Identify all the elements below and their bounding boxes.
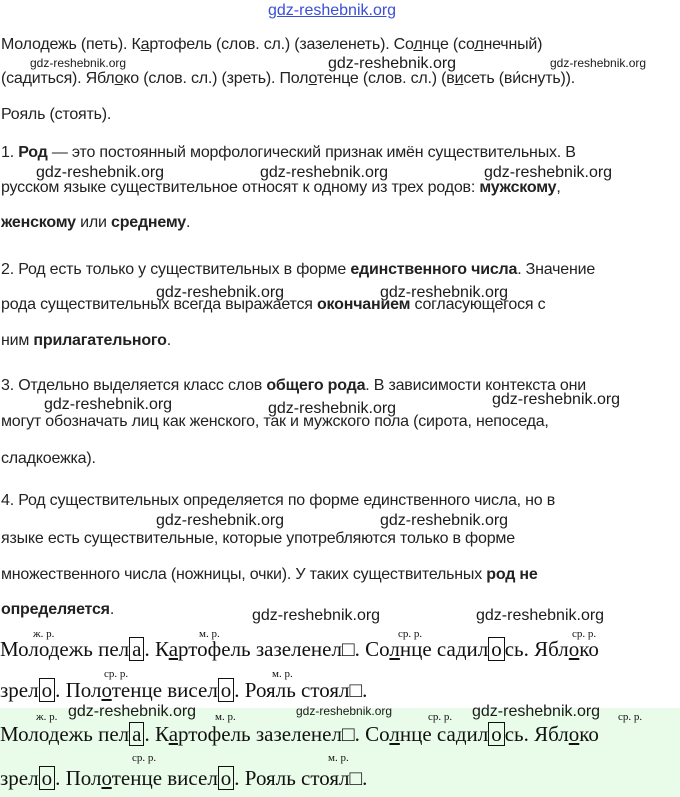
label-neuter: ср. р. xyxy=(618,711,643,723)
p4-line-3 xyxy=(1,566,538,584)
text: . xyxy=(362,678,368,702)
text: зрел xyxy=(0,766,39,790)
text: нце садил xyxy=(399,722,489,746)
text: согласующегося с xyxy=(410,296,546,313)
underlined: о xyxy=(101,678,112,702)
watermark-top[interactable]: gdz-reshebnik.org xyxy=(268,2,397,19)
term: род не xyxy=(486,566,538,583)
text: сеть (в xyxy=(463,70,513,87)
ending-box: о xyxy=(39,766,56,790)
watermark: gdz-reshebnik.org xyxy=(156,284,285,301)
term: Род xyxy=(18,144,48,161)
ending-box: о xyxy=(218,766,235,790)
answer-line-2-highlighted xyxy=(0,766,367,791)
term: прилагательного xyxy=(33,332,167,349)
text: 1. xyxy=(1,144,19,161)
answer-line-1 xyxy=(0,637,599,662)
text: ртофель зазеленел xyxy=(178,637,342,661)
text: . Со xyxy=(354,637,390,661)
label-masculine: м. р. xyxy=(215,711,236,723)
ending-box: о xyxy=(488,722,505,746)
text: , xyxy=(556,179,561,196)
ending-box: о xyxy=(488,637,505,661)
text: 2. Род есть только у существительных в форме xyxy=(1,261,351,278)
intro-line-3: Рояль (стоять). xyxy=(1,106,112,123)
watermark: gdz-reshebnik.org xyxy=(380,284,509,301)
text: . Пол xyxy=(55,678,102,702)
text: или xyxy=(75,214,111,231)
watermark: gdz-reshebnik.org xyxy=(268,400,397,417)
text: сь. Ябл xyxy=(504,722,569,746)
zero-ending: □ xyxy=(349,766,363,790)
text: ним xyxy=(1,332,34,349)
text: . К xyxy=(144,722,169,746)
underlined: о xyxy=(568,637,580,661)
text: . xyxy=(186,214,191,231)
watermark: gdz-reshebnik.org xyxy=(156,512,285,529)
text: . xyxy=(362,766,368,790)
label-neuter: ср. р. xyxy=(132,752,157,764)
label-neuter: ср. р. xyxy=(428,711,453,723)
ending-box: о xyxy=(218,678,235,702)
text: Молодежь (петь). К xyxy=(1,36,141,53)
watermark: gdz-reshebnik.org xyxy=(30,56,127,70)
text: нечный) xyxy=(483,36,543,53)
text: зрел xyxy=(0,678,39,702)
p4-line-2: языке есть существительные, которые употребляются только в форме xyxy=(1,530,515,547)
text: тенце висел xyxy=(111,678,218,702)
text: нце садил xyxy=(399,637,489,661)
accented-letter: и́ xyxy=(512,70,521,87)
underlined: л xyxy=(413,36,423,53)
watermark: gdz-reshebnik.org xyxy=(328,55,457,72)
underlined: л xyxy=(474,36,484,53)
underlined: а xyxy=(140,36,150,53)
watermark: gdz-reshebnik.org xyxy=(68,703,197,720)
text: множественного числа (ножницы, очки). У таких существительных xyxy=(1,566,487,583)
term: среднему xyxy=(111,214,187,231)
zero-ending: □ xyxy=(349,678,363,702)
p3-line-2: могут обозначать лиц как женского, так и мужского пола (сирота, непоседа, xyxy=(1,413,549,430)
text: . Со xyxy=(354,722,390,746)
text: . Рояль стоял xyxy=(234,766,350,790)
text: . Пол xyxy=(55,766,102,790)
text: нце (со xyxy=(422,36,475,53)
underlined: а xyxy=(168,722,179,746)
term: единственного числа xyxy=(350,261,518,278)
intro-line-2 xyxy=(1,70,575,88)
answer-line-1-highlighted xyxy=(0,722,599,747)
label-masculine: м. р. xyxy=(328,752,349,764)
text: Молодежь пел xyxy=(0,722,130,746)
p1-line-1 xyxy=(1,144,576,162)
text: . Значение xyxy=(517,261,596,278)
text: . Рояль стоял xyxy=(234,678,350,702)
text: рода существительных всегда выражается xyxy=(1,296,317,313)
p4-line-1: 4. Род существительных определяется по форме единственного числа, но в xyxy=(1,492,556,509)
term: мужскому xyxy=(479,179,557,196)
term: определяется xyxy=(1,601,110,618)
text: ртофель (слов. сл.) (зазеленеть). Со xyxy=(149,36,414,53)
label-neuter: ср. р. xyxy=(398,628,423,640)
text: ко xyxy=(579,722,599,746)
p4-line-4 xyxy=(1,601,114,619)
text: (садиться). Ябл xyxy=(1,70,115,87)
term: женскому xyxy=(1,214,76,231)
watermark: gdz-reshebnik.org xyxy=(492,391,621,408)
underlined: о xyxy=(568,722,580,746)
ending-box: а xyxy=(129,637,144,661)
text: . В зависимости контекста они xyxy=(365,377,586,394)
p1-line-3 xyxy=(1,214,190,232)
text: ко xyxy=(579,637,599,661)
underlined: и xyxy=(454,70,464,87)
text: Молодежь пел xyxy=(0,637,130,661)
text: русском языке существительное относят к одному из трех родов: xyxy=(1,179,480,196)
watermark: gdz-reshebnik.org xyxy=(36,164,165,181)
label-neuter: ср. р. xyxy=(572,628,597,640)
text: ко (слов. сл.) (зреть). Пол xyxy=(123,70,309,87)
underlined: л xyxy=(389,722,400,746)
label-feminine: ж. р. xyxy=(33,628,55,640)
underlined: а xyxy=(168,637,179,661)
text: ртофель зазеленел xyxy=(178,722,342,746)
term: общего рода xyxy=(266,377,366,394)
watermark: gdz-reshebnik.org xyxy=(550,56,647,70)
p2-line-3 xyxy=(1,332,171,350)
watermark: gdz-reshebnik.org xyxy=(260,164,389,181)
term: окончанием xyxy=(316,296,411,313)
watermark: gdz-reshebnik.org xyxy=(252,607,381,624)
underlined: о xyxy=(101,766,112,790)
label-masculine: м. р. xyxy=(272,668,293,680)
watermark: gdz-reshebnik.org xyxy=(44,396,173,413)
ending-box: а xyxy=(129,722,144,746)
intro-line-1 xyxy=(1,36,542,54)
watermark: gdz-reshebnik.org xyxy=(476,607,605,624)
p2-line-1 xyxy=(1,261,595,279)
watermark: gdz-reshebnik.org xyxy=(484,164,613,181)
underlined: л xyxy=(389,637,400,661)
p3-line-3: сладкоежка). xyxy=(1,450,96,467)
text: снуть)). xyxy=(520,70,575,87)
text: сь. Ябл xyxy=(504,637,569,661)
underlined: о xyxy=(114,70,124,87)
watermark: gdz-reshebnik.org xyxy=(296,704,393,718)
underlined: о xyxy=(308,70,317,87)
watermark: gdz-reshebnik.org xyxy=(380,512,509,529)
label-neuter: ср. р. xyxy=(104,668,129,680)
ending-box: о xyxy=(39,678,56,702)
text: 3. Отдельно выделяется класс слов xyxy=(1,377,267,394)
text: — это постоянный морфологический признак имён существительных. В xyxy=(47,144,576,161)
text: тенце (слов. сл.) (в xyxy=(316,70,455,87)
text: . К xyxy=(144,637,169,661)
label-feminine: ж. р. xyxy=(36,711,58,723)
text: тенце висел xyxy=(111,766,218,790)
answer-line-2 xyxy=(0,678,367,703)
text: . xyxy=(166,332,171,349)
watermark: gdz-reshebnik.org xyxy=(472,703,601,720)
zero-ending: □ xyxy=(341,722,355,746)
zero-ending: □ xyxy=(341,637,355,661)
text: . xyxy=(109,601,115,618)
label-masculine: м. р. xyxy=(199,628,220,640)
